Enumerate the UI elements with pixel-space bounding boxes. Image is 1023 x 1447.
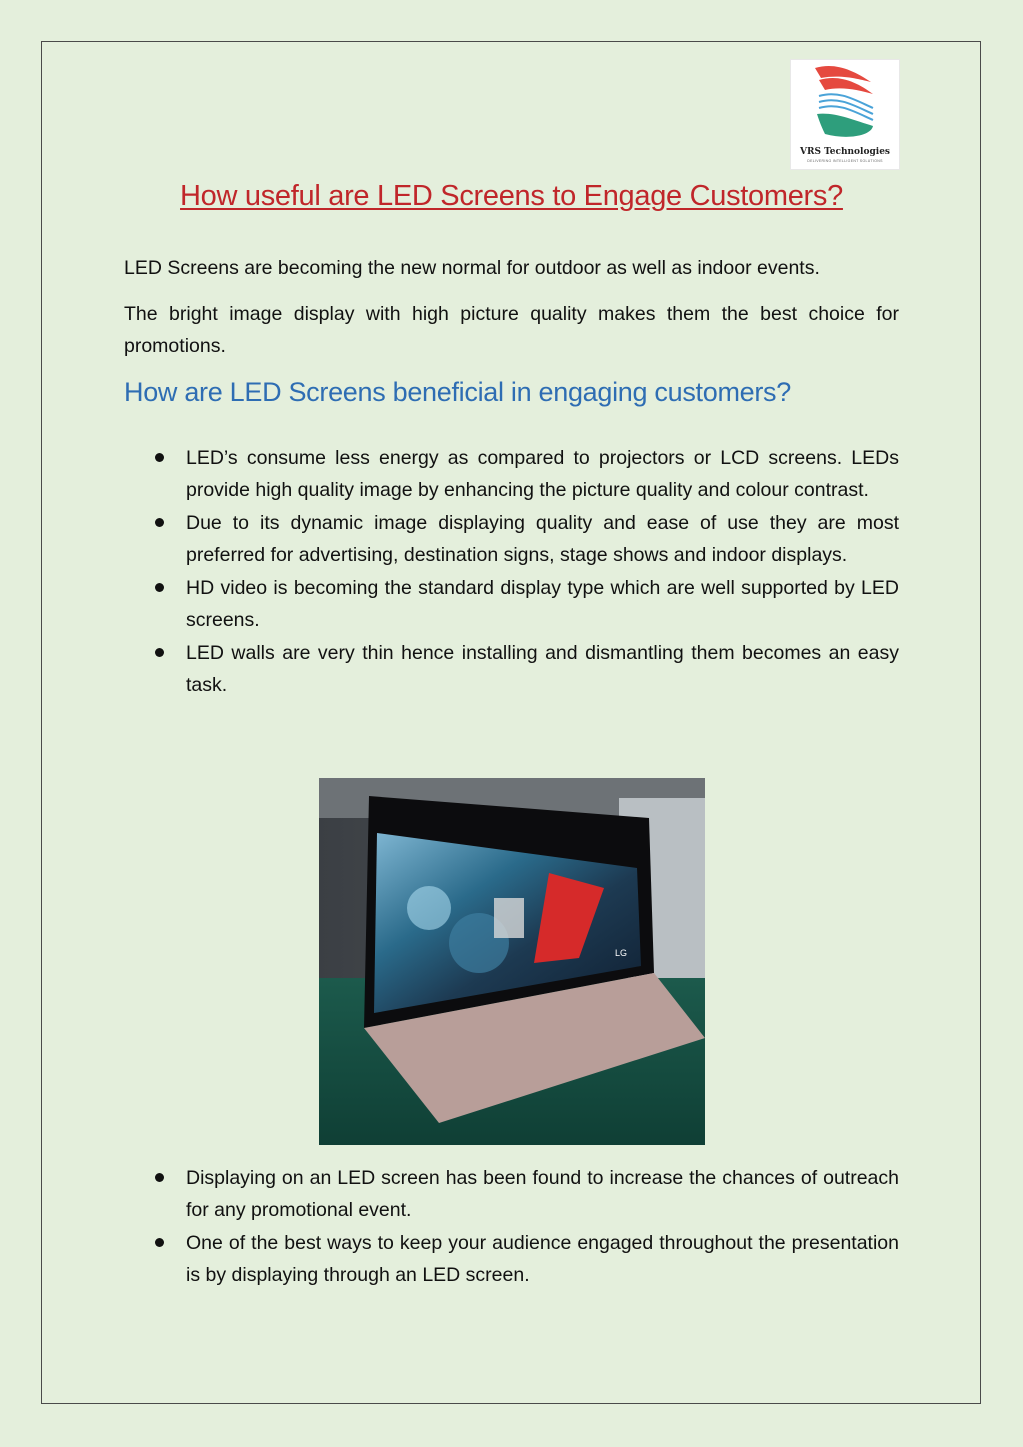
list-item xyxy=(155,507,899,571)
list-item xyxy=(155,1162,899,1226)
page-title: How useful are LED Screens to Engage Customers? xyxy=(180,180,843,212)
benefits-list-continued xyxy=(155,1162,899,1292)
vrs-logo xyxy=(790,59,900,170)
list-item-text: Due to its dynamic image displaying quality and ease of use they are most preferred for advertising, destination signs, stage shows and indoor displays. xyxy=(186,512,899,566)
section-subheading: How are LED Screens beneficial in engaging customers? xyxy=(124,377,791,407)
intro-paragraph-1: LED Screens are becoming the new normal for outdoor as well as indoor events. xyxy=(124,257,820,279)
bullet-icon xyxy=(155,518,164,527)
list-item-text: LED walls are very thin hence installing and dismantling them becomes an easy task. xyxy=(186,642,899,696)
list-item-text: LED’s consume less energy as compared to projectors or LCD screens. LEDs provide high quality image by enhancing the picture quality and colour contrast. xyxy=(186,447,899,501)
logo-tagline: DELIVERING INTELLIGENT SOLUTIONS xyxy=(807,159,883,163)
list-item-text: Displaying on an LED screen has been found to increase the chances of outreach for any promotional event. xyxy=(186,1167,899,1221)
led-screen-photo xyxy=(319,778,705,1145)
bullet-icon xyxy=(155,453,164,462)
bullet-icon xyxy=(155,648,164,657)
list-item-text: One of the best ways to keep your audience engaged throughout the presentation is by displaying through an LED screen. xyxy=(186,1232,899,1286)
logo-company-name: VRS Technologies xyxy=(800,147,890,157)
bullet-icon xyxy=(155,1173,164,1182)
bullet-icon xyxy=(155,1238,164,1247)
list-item xyxy=(155,442,899,506)
bullet-icon xyxy=(155,583,164,592)
list-item xyxy=(155,572,899,636)
screen-brand-label: LG xyxy=(615,948,628,958)
list-item xyxy=(155,637,899,701)
intro-paragraph-2: The bright image display with high picture quality makes them the best choice for promotions. xyxy=(124,303,899,357)
wave-logo-icon xyxy=(791,60,899,146)
benefits-list xyxy=(155,442,899,702)
list-item xyxy=(155,1227,899,1291)
list-item-text: HD video is becoming the standard display type which are well supported by LED screens. xyxy=(186,577,899,631)
